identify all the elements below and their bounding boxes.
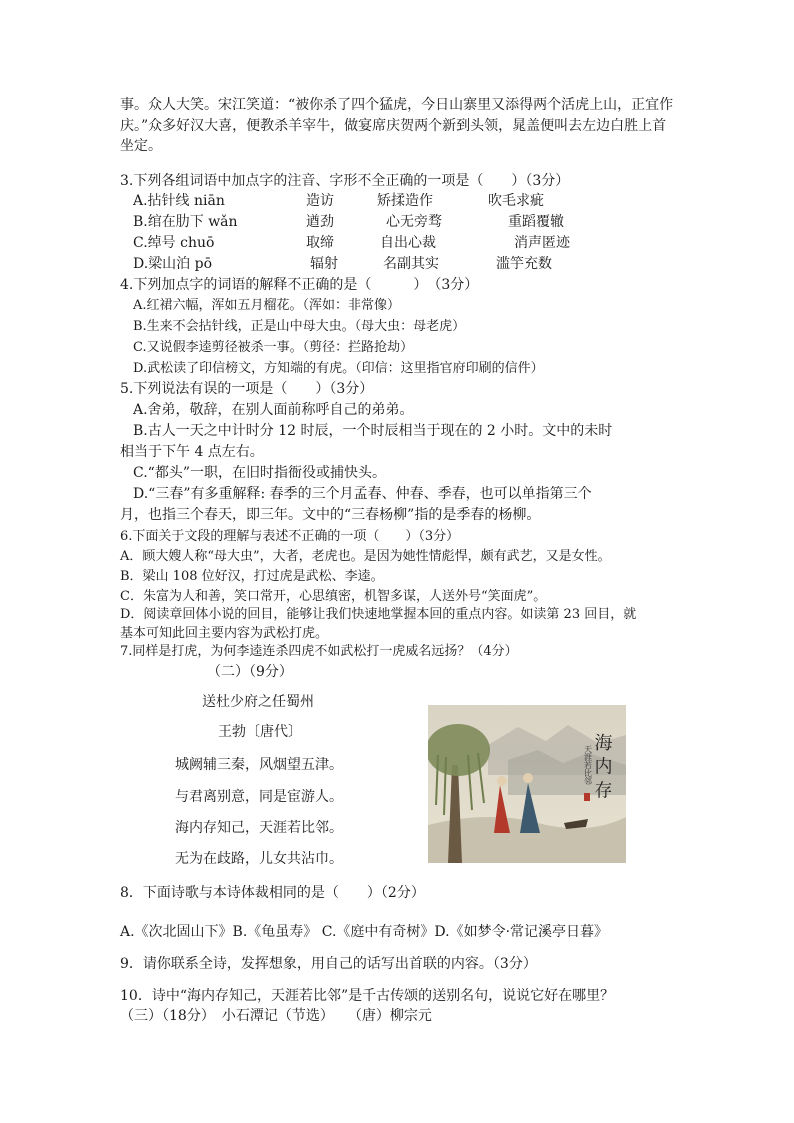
q6-stem: 6.下面关于文段的理解与表述不正确的一项（ ）（3分） [120,529,460,544]
q3-stem: 3.下列各组词语中加点字的注音、字形不全正确的一项是（ ）（3分） [120,173,570,189]
poem-line-2: 与君离别意，同是宦游人。 [175,789,343,805]
poem-line-4: 无为在歧路，儿女共沾巾。 [175,851,343,867]
q3-d-item-1: D.梁山泊 pō [133,256,213,272]
poem-author: 王勃〔唐代〕 [218,724,302,740]
q5-line-d-cont: 月，也指三个春天，即三年。文中的“三春杨柳”指的是季春的杨柳。 [120,507,541,523]
q3-b-item-4: 重蹈覆辙 [508,214,564,230]
q3-b-item-3: 心无旁骛 [386,214,442,230]
q3-b-item-1: B.绾在肋下 wǎn [133,214,238,230]
intro-line-2: 庆。”众多好汉大喜，便教杀羊宰牛，做宴席庆贺两个新到头领，晁盖便叫去左边白胜上首 [120,118,667,134]
q7-stem: 7.同样是打虎，为何李逵连杀四虎不如武松打一虎威名远扬？（4分） [120,644,518,659]
red-seal [584,793,590,801]
q3-c-item-2: 取缔 [306,235,334,251]
q3-c-item-4: 消声匿迹 [514,235,570,251]
q3-c-item-3: 自出心裁 [380,235,436,251]
calligraphy-small: 天涯若比邻 [583,745,593,785]
q3-d-item-2: 辐射 [310,256,338,272]
poem-title: 送杜少府之任蜀州 [202,694,314,710]
q6-option-b: B．梁山 108 位好汉，打过虎是武松、李逵。 [120,569,384,584]
q10-stem: 10．诗中“海内存知己，天涯若比邻”是千古传颂的送别名句，说说它好在哪里？ [120,988,615,1004]
poem-line-3: 海内存知己，天涯若比邻。 [175,820,343,836]
q4-option-a: A.红裙六幅，浑如五月榴花。（浑如：非常像） [133,298,401,313]
poem-painting [428,705,626,863]
q9-stem: 9．请你联系全诗，发挥想象，用自己的话写出首联的内容。（3分） [120,956,537,972]
q6-option-d: D．阅读章回体小说的回目，能够让我们快速地掌握本回的重点内容。如读第 23 回目，就 [120,607,637,622]
q4-option-c: C.又说假李逵剪径被杀一事。（剪径：拦路抢劫） [133,340,414,355]
q6-option-a: A．顾大嫂人称“母大虫”，大者，老虎也。是因为她性情彪悍，颇有武艺，又是女性。 [120,549,611,564]
q5-line-d: D.“三春”有多重解释: 春季的三个月孟春、仲春、季春，也可以单指第三个 [133,486,592,502]
q3-d-item-3: 名副其实 [383,256,439,272]
q3-a-item-2: 造访 [306,193,334,209]
painting-illustration [428,705,626,863]
poem-line-1: 城阙辅三秦，风烟望五津。 [175,757,343,773]
q3-b-item-2: 遒劲 [306,214,334,230]
q5-line-a: A.舍弟，敬辞，在别人面前称呼自己的弟弟。 [133,402,414,418]
q8-stem: 8．下面诗歌与本诗体裁相同的是（ ）（2分） [120,885,425,901]
figure-blue-head [523,773,533,783]
q6-option-d-cont: 基本可知此回主要内容为武松打虎。 [120,626,329,641]
figure-red-head [497,776,507,786]
q8-options: A.《次北固山下》B.《龟虽寿》 C.《庭中有奇树》D.《如梦令·常记溪亭日暮》 [120,924,609,940]
q4-option-d: D.武松读了印信榜文，方知端的有虎。（印信：这里指官府印刷的信件） [133,361,544,376]
intro-line-3: 坐定。 [120,138,162,154]
q5-line-b: B.古人一天之中计时分 12 时辰，一个时辰相当于现在的 2 小时。文中的未时 [133,423,613,439]
q3-a-item-3: 矫揉造作 [377,193,433,209]
q3-a-item-4: 吹毛求疵 [488,193,544,209]
q4-option-b: B.生来不会拈针线，正是山中母大虫。（母大虫：母老虎） [133,319,466,334]
intro-line-1: 事。众人大笑。宋江笑道：“被你杀了四个猛虎，今日山寨里又添得两个活虎上山，正宜作 [120,97,674,113]
q4-stem: 4.下列加点字的词语的解释不正确的是（ ） （3分） [120,277,479,293]
calligraphy-big: 海 内 存 [591,733,613,799]
section-3-heading: （三）（18分） 小石潭记（节选） （唐）柳宗元 [120,1008,432,1024]
q3-a-item-1: A.拈针线 niān [133,193,225,209]
q3-c-item-1: C.绰号 chuō [133,235,215,251]
q3-d-item-4: 滥竽充数 [496,256,552,272]
q5-line-b-cont: 相当于下午 4 点左右。 [120,444,264,460]
q5-line-c: C.“都头”一职，在旧时指衙役或捕快头。 [133,465,386,481]
q5-stem: 5.下列说法有误的一项是（ ）（3分） [120,381,374,397]
section-2-heading: （二）（9分） [207,664,293,680]
q6-option-c: C．朱富为人和善，笑口常开，心思缜密，机智多谋，人送外号“笑面虎”。 [120,589,547,604]
